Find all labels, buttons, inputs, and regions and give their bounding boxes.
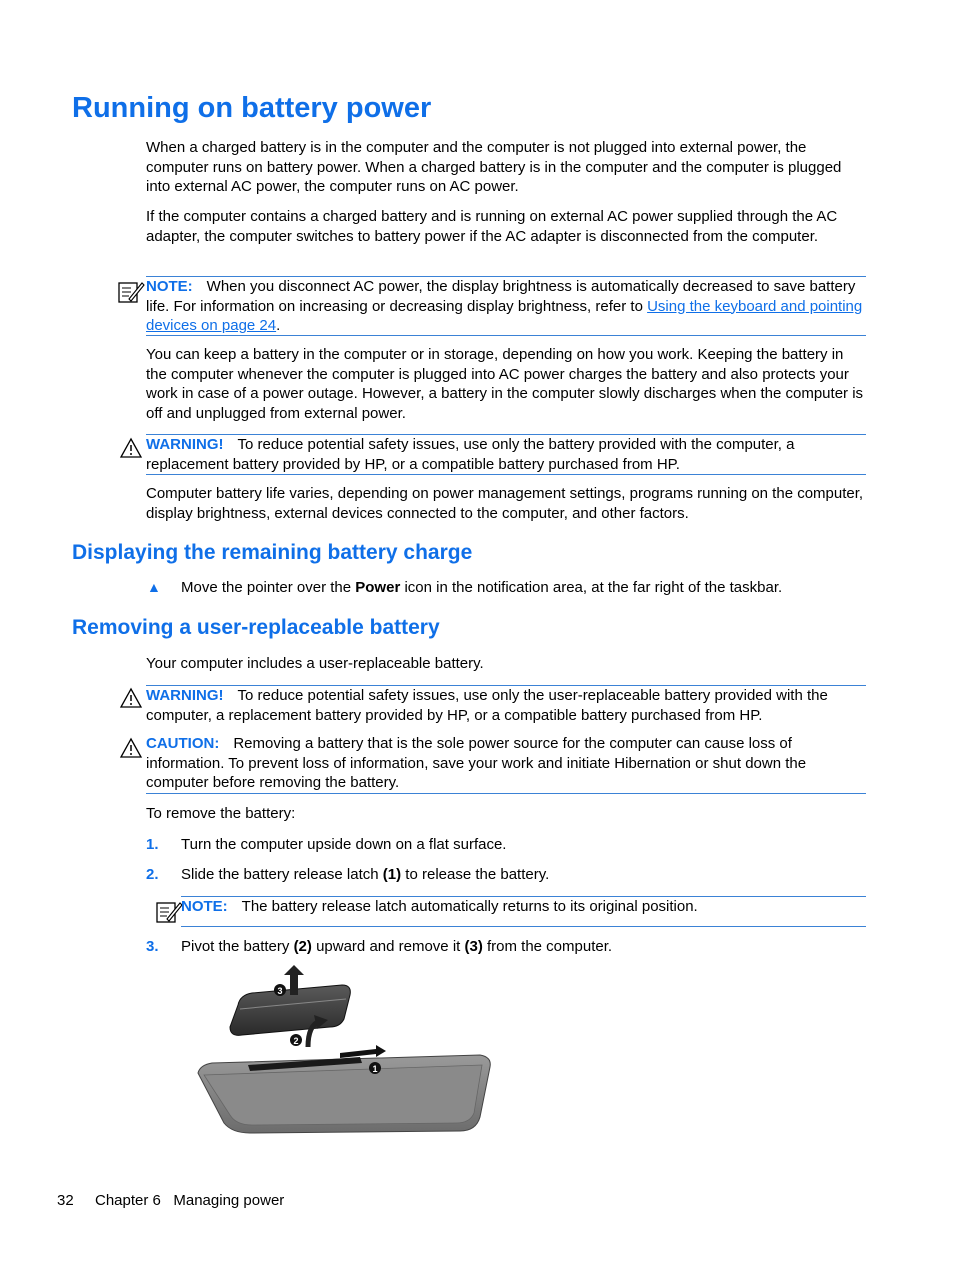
step-text-bold-2: (3) bbox=[464, 938, 483, 955]
page-title: Running on battery power bbox=[72, 92, 432, 124]
step-3 bbox=[181, 937, 612, 957]
step-1 bbox=[181, 835, 506, 855]
step-text: Turn the computer upside down on a flat surface. bbox=[181, 836, 507, 853]
bullet-item bbox=[181, 578, 782, 598]
step-number: 1. bbox=[146, 836, 159, 853]
note-text: When you disconnect AC power, the display brightness is automatically decreased to save battery life. For information on increasing or decreasing display brightness, refer to bbox=[146, 278, 856, 315]
battery-life-paragraph: Computer battery life varies, depending on power management settings, programs running on the computer, display brightness, external devices connected to the computer, and other factors. bbox=[146, 485, 864, 522]
warning-label: WARNING! bbox=[146, 436, 224, 453]
warning-icon bbox=[119, 437, 143, 464]
bullet-text-bold: Power bbox=[355, 579, 401, 596]
step-text-post: to release the battery. bbox=[401, 866, 550, 883]
step-text-pre: Pivot the battery bbox=[181, 938, 294, 955]
note-text: The battery release latch automatically returns to its original position. bbox=[241, 898, 698, 915]
note-label: NOTE: bbox=[181, 898, 228, 915]
note-label: NOTE: bbox=[146, 278, 193, 295]
intro-paragraph-2: If the computer contains a charged battery and is running on external AC power supplied through the AC adapter, the computer switches to battery power if the AC adapter is disconnected from the computer. bbox=[146, 208, 838, 245]
step-text-pre: Slide the battery release latch bbox=[181, 866, 383, 883]
page-number: 32 bbox=[57, 1192, 74, 1209]
bullet-triangle: ▲ bbox=[147, 579, 161, 595]
intro-paragraph-1: When a charged battery is in the computer and the computer is not plugged into external power, the computer runs on battery power. When a charged battery is in the computer and the computer is plugged into external AC power, the computer runs on AC power. bbox=[146, 139, 842, 195]
chapter-footer: Chapter 6 Managing power bbox=[95, 1192, 285, 1209]
battery-removal-illustration bbox=[190, 965, 495, 1135]
caution-text: Removing a battery that is the sole power source for the computer can cause loss of information. To prevent loss of information, save your work and initiate Hibernation or shut down the computer before removing the battery. bbox=[146, 735, 807, 791]
callout-1: 1 bbox=[372, 1064, 378, 1074]
warning-box-2 bbox=[146, 685, 866, 725]
step-text-post: from the computer. bbox=[482, 938, 613, 955]
step-2 bbox=[181, 865, 549, 885]
to-remove-label: To remove the battery: bbox=[146, 805, 296, 822]
note-box-2 bbox=[181, 896, 866, 927]
note-icon bbox=[117, 280, 145, 309]
warning-label: WARNING! bbox=[146, 687, 224, 704]
warning-icon bbox=[119, 687, 143, 714]
note-end: . bbox=[276, 317, 281, 334]
step-text-mid: upward and remove it bbox=[311, 938, 465, 955]
bullet-text-pre: Move the pointer over the bbox=[181, 579, 356, 596]
callout-3: 3 bbox=[277, 986, 283, 996]
caution-icon bbox=[119, 737, 143, 764]
note-box bbox=[146, 276, 866, 336]
section-heading-remaining-charge: Displaying the remaining battery charge bbox=[72, 541, 473, 564]
keyboard-devices-link[interactable]: Using the keyboard and pointing devices on page 24 bbox=[146, 297, 863, 334]
section-heading-removing-battery: Removing a user-replaceable battery bbox=[72, 616, 440, 639]
caution-box bbox=[146, 734, 866, 794]
warning-text: To reduce potential safety issues, use only the user-replaceable battery provided with the computer, a replacement battery provided by HP, or a compatible battery purchased from HP. bbox=[146, 687, 828, 724]
warning-box bbox=[146, 434, 866, 475]
step-text-bold: (1) bbox=[382, 866, 402, 883]
step-number: 2. bbox=[146, 866, 159, 883]
storage-paragraph: You can keep a battery in the computer or in storage, depending on how you work. Keeping the battery in the computer whenever the computer is plugged into AC power charges the battery and also protects your work in case of a power outage. However, a battery in the computer slowly discharges when the computer is off and unplugged from external power. bbox=[146, 346, 864, 422]
caution-label: CAUTION: bbox=[146, 735, 220, 752]
warning-text: To reduce potential safety issues, use only the battery provided with the computer, a replacement battery provided by HP, or a compatible battery purchased from HP. bbox=[146, 436, 795, 473]
note-icon bbox=[155, 900, 183, 929]
step-text-bold: (2) bbox=[293, 938, 312, 955]
bullet-text-post: icon in the notification area, at the far right of the taskbar. bbox=[400, 579, 783, 596]
callout-2: 2 bbox=[293, 1036, 299, 1046]
step-number: 3. bbox=[146, 938, 159, 955]
replaceable-intro: Your computer includes a user-replaceable battery. bbox=[146, 655, 484, 672]
